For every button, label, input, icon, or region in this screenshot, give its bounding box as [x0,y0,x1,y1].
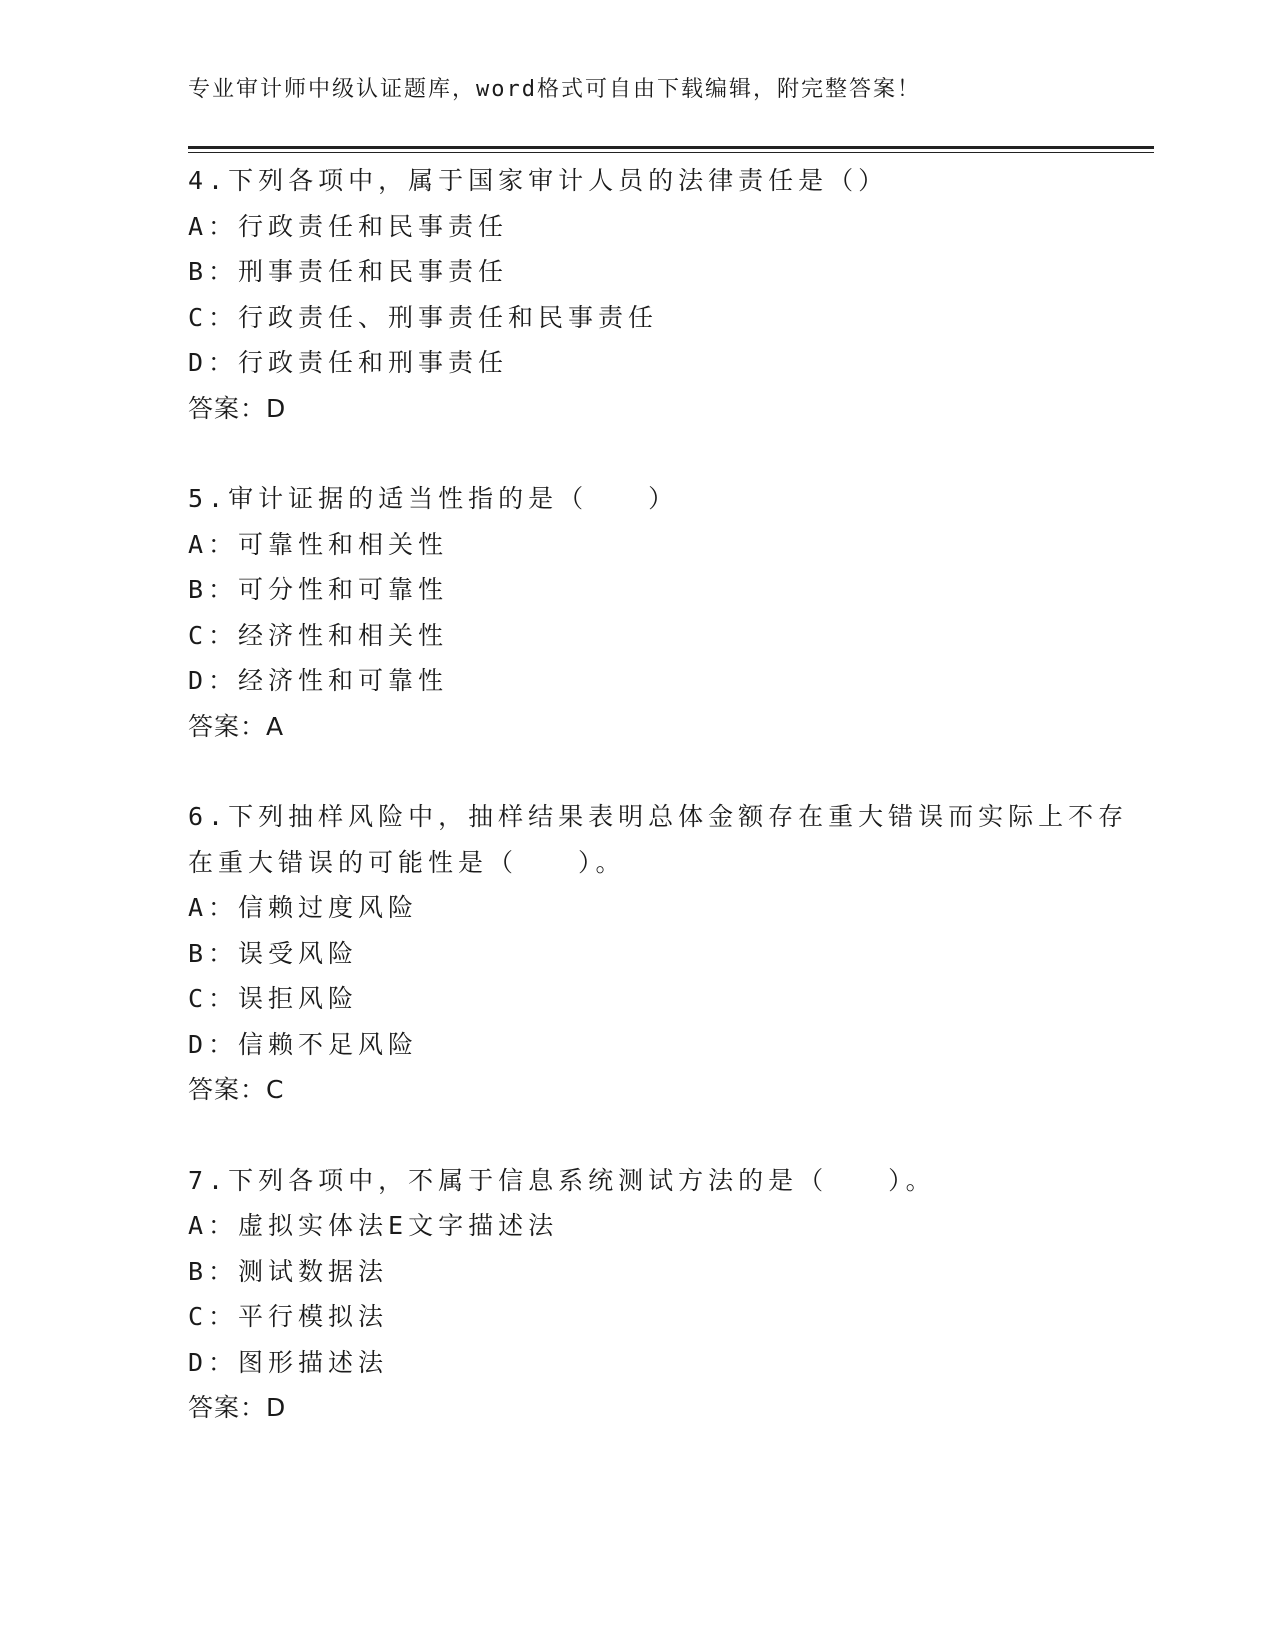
option-c: C：误拒风险 [188,984,359,1013]
question-stem: 6.下列抽样风险中，抽样结果表明总体金额存在重大错误而实际上不存在重大错误的可能性是（ ）。 [188,802,1129,877]
option-b: B：刑事责任和民事责任 [188,257,509,286]
answer: 答案：A [188,711,285,741]
question-6 [188,794,1154,1113]
option-b: B：可分性和可靠性 [188,575,449,604]
option-a: A：信赖过度风险 [188,893,419,922]
question-stem: 4.下列各项中，属于国家审计人员的法律责任是（） [188,166,889,195]
answer: 答案：C [188,1075,285,1104]
question-4 [188,158,1154,431]
option-d: D：经济性和可靠性 [188,666,449,695]
option-d: D：行政责任和刑事责任 [188,348,509,377]
option-c: C：行政责任、刑事责任和民事责任 [188,302,659,332]
option-b: B：测试数据法 [188,1256,389,1286]
question-stem: 5.审计证据的适当性指的是（ ） [188,484,679,513]
question-5 [188,476,1154,749]
option-b: B：误受风险 [188,938,359,968]
question-list [188,158,1154,1476]
option-c: C：经济性和相关性 [188,620,449,650]
option-c: C：平行模拟法 [188,1302,389,1331]
question-stem: 7.下列各项中，不属于信息系统测试方法的是（ ）。 [188,1165,936,1195]
answer: 答案：D [188,393,287,423]
answer: 答案：D [188,1393,287,1422]
header-divider [188,146,1154,153]
option-d: D：图形描述法 [188,1347,389,1377]
option-a: A：虚拟实体法E文字描述法 [188,1211,559,1240]
option-a: A：行政责任和民事责任 [188,211,509,241]
page-header: 专业审计师中级认证题库，word格式可自由下载编辑，附完整答案！ [188,77,921,102]
option-a: A：可靠性和相关性 [188,529,449,559]
option-d: D：信赖不足风险 [188,1029,419,1059]
question-7 [188,1158,1154,1431]
